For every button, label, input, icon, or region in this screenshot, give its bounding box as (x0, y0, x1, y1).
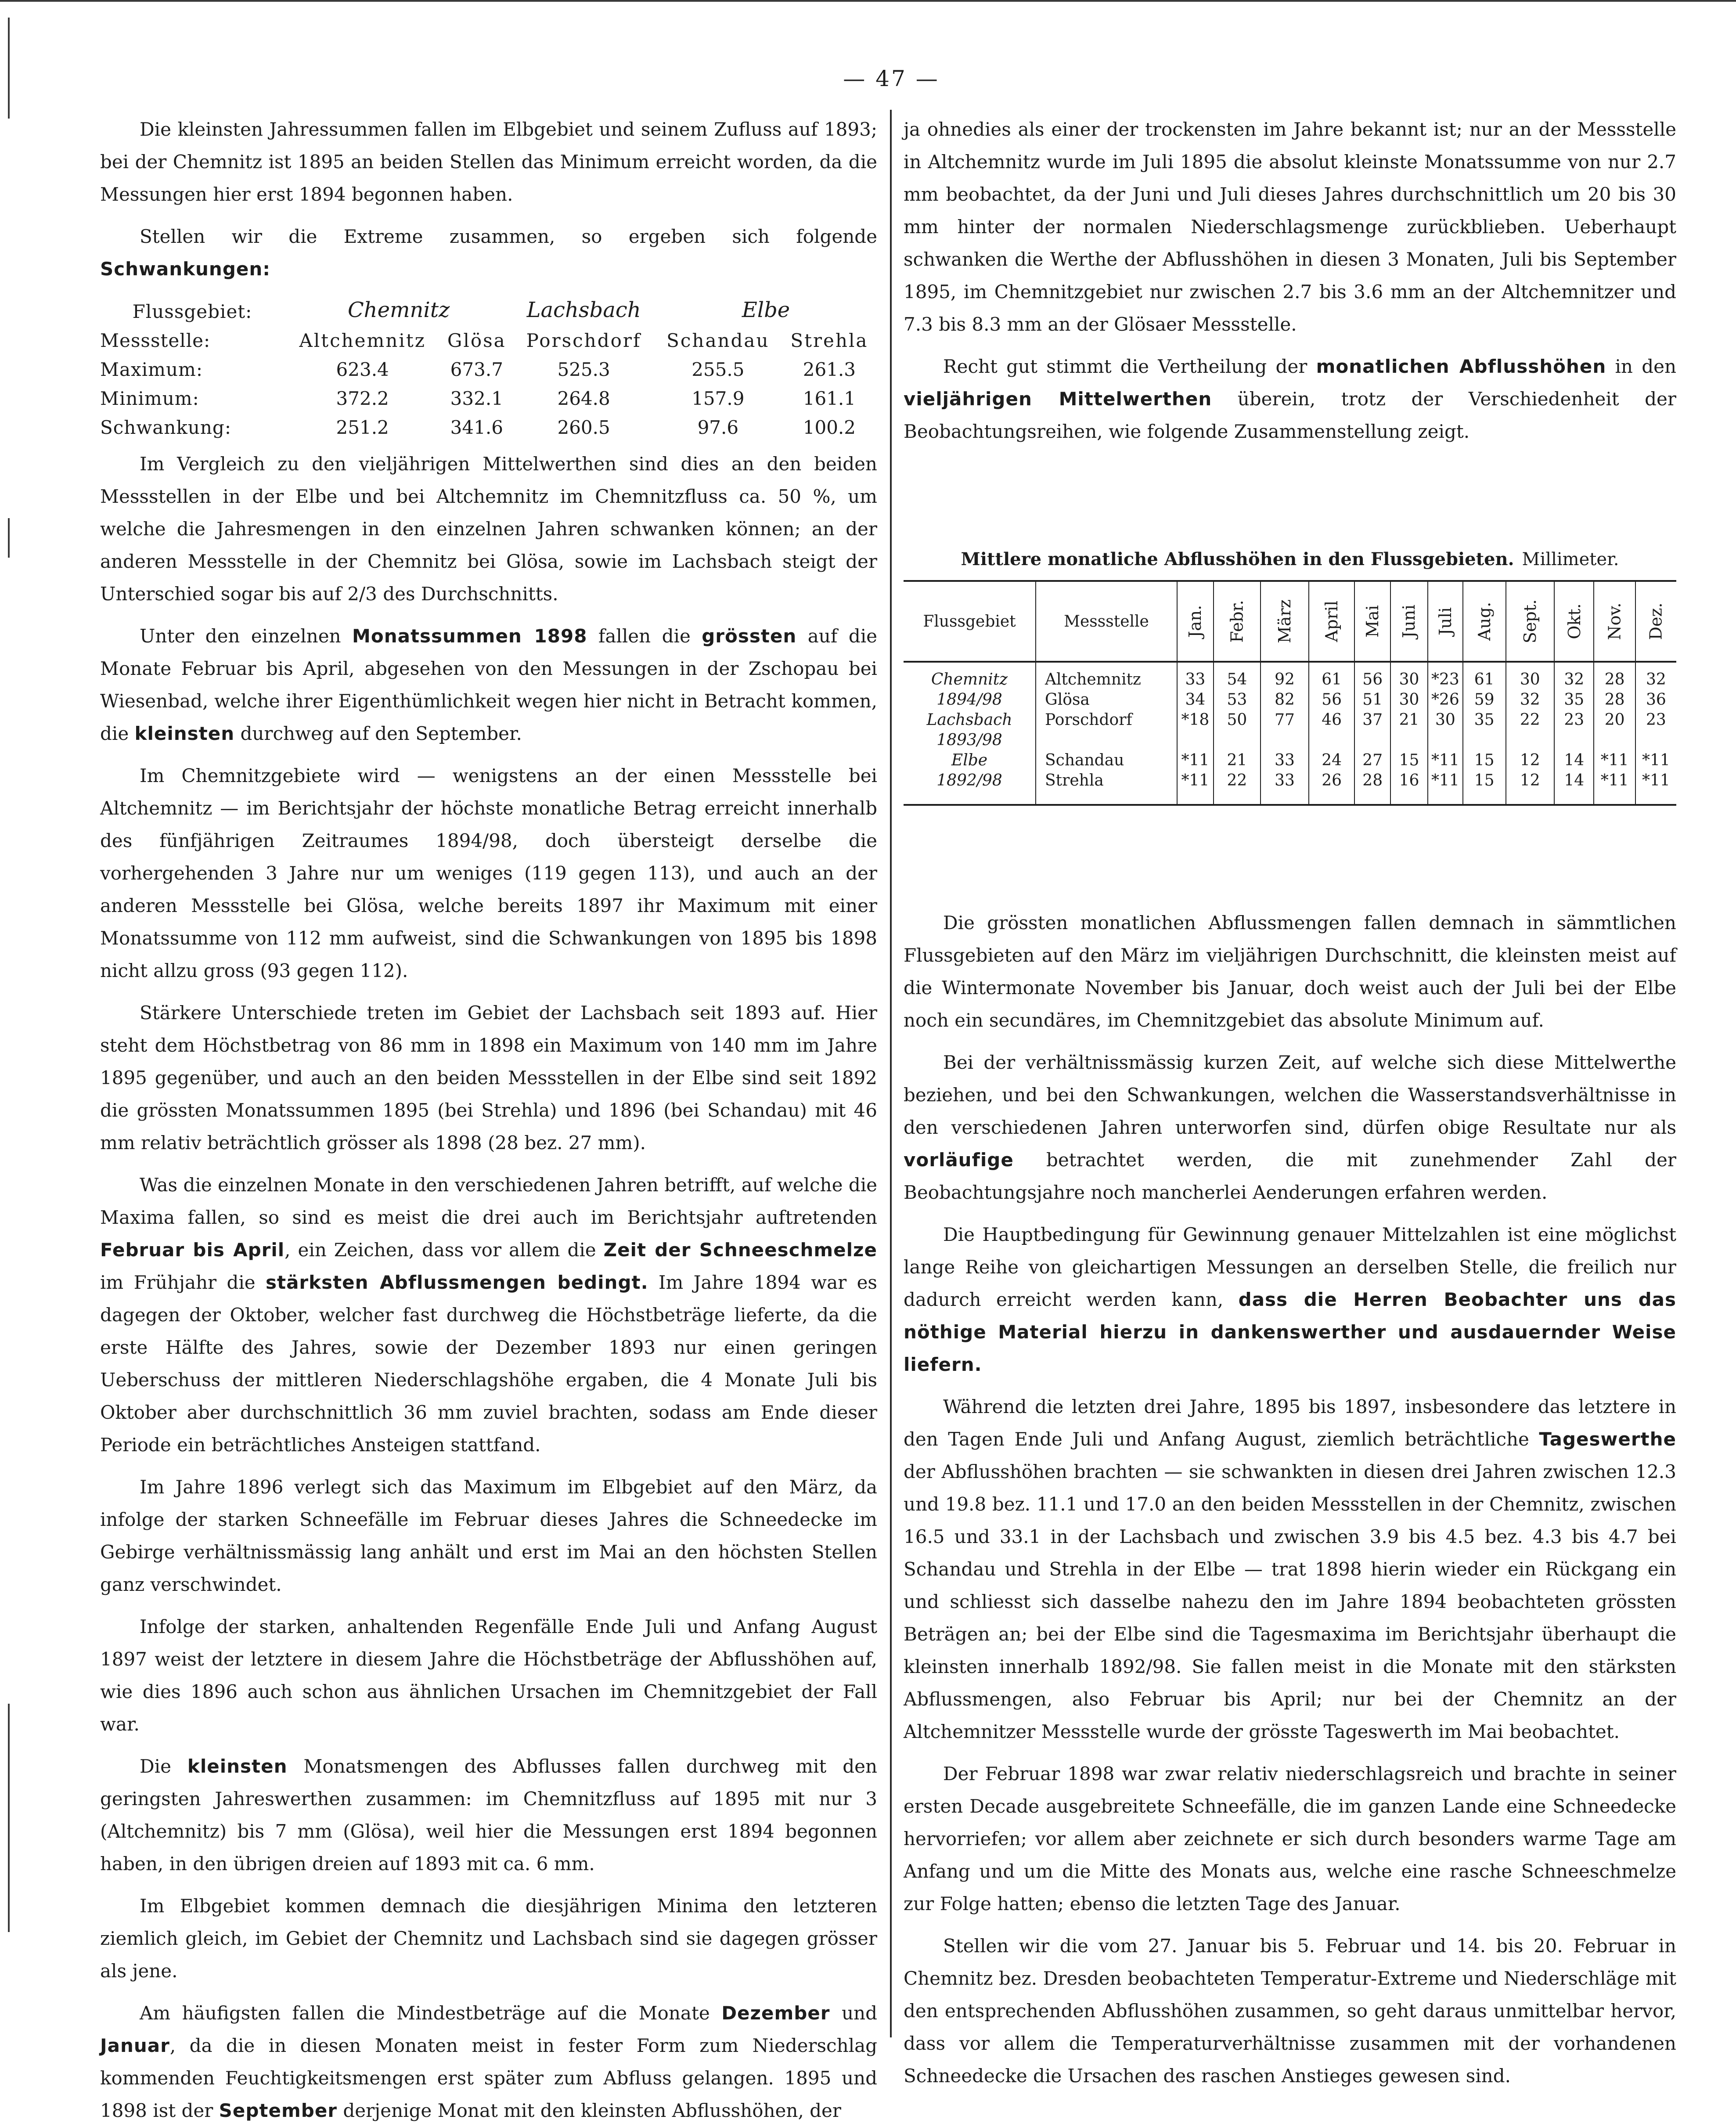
bold-text: Monatssummen 1898 (352, 625, 587, 647)
table-cell: 23 (1554, 710, 1594, 730)
table-row (904, 710, 1676, 730)
paragraph: Stellen wir die vom 27. Januar bis 5. Februar und 14. bis 20. Februar in Chemnitz bez. Dresden beobachteten Temperatur-Extreme und Niederschläge mit den entsprechenden Abflusshöhen zusammen, so geht daraus unmittelbar hervor, dass vor allem die Temperaturverhältnisse zusammen mit der vorhandenen Schneedecke die Ursachen des raschen Anstieges gewesen sind. (904, 1935, 1676, 2087)
text: derjenige Monat mit den kleinsten Abflusshöhen, der (337, 2100, 841, 2121)
table-cell (1261, 730, 1309, 750)
river-cell: Lachsbach (926, 711, 1012, 729)
text: im Frühjahr die (100, 1272, 266, 1293)
month-header (1309, 581, 1354, 662)
bold-text: grössten (702, 625, 797, 647)
table-cell: 14 (1554, 750, 1594, 771)
river-cell: 1893/98 (936, 731, 1002, 749)
text: und (830, 2002, 877, 2024)
paragraph: Im Vergleich zu den vieljährigen Mittelwerthen sind dies an den beiden Messstellen in der Elbe und bei Altchemnitz im Chemnitzfluss ca. 50 %, um welche die Jahresmengen in den einzelnen Jahren schwanken können; an der anderen Messstelle in der Chemnitz bei Glösa, sowie im Lachsbach steigt der Unterschied sogar bis auf 2/3 des Durchschnitts. (100, 453, 877, 605)
month-label: Jan. (1185, 605, 1205, 638)
table-cell: 261.3 (803, 359, 856, 380)
table-cell: 30 (1390, 662, 1428, 690)
text: , ein Zeichen, dass vor allem die (285, 1239, 604, 1261)
text: Die Hauptbedingung für Gewinnung genauer Mittelzahlen ist eine möglichst lange Reihe von gleichartigen Messungen an derselben Stelle, die freilich nur dadurch erreicht werden kann, (904, 1224, 1676, 1310)
table-cell: 341.6 (450, 417, 503, 438)
month-header (1428, 581, 1463, 662)
left-edge-mark (8, 518, 10, 558)
bold-text: kleinsten (134, 723, 235, 744)
table-header-row (904, 581, 1676, 662)
table-cell: 12 (1506, 750, 1555, 771)
text: Im Jahre 1894 war es dagegen der Oktober, welcher fast durchweg die Höchstbeträge lieferte, da die erste Hälfte des Jahres, sowie der Dezember 1893 nur einen geringen Ueberschuss der mittleren Niederschlagshöhe ergaben, die 4 Monate Juli bis Oktober aber durchschnittlich 36 mm zuviel brachten, sodass am Ende dieser Periode ein beträchtliches Ansteigen stattfand. (100, 1272, 877, 1456)
text: Monatsmengen des Abflusses fallen durchweg mit den geringsten Jahreswerthen zusammen: im Chemnitzfluss auf 1895 mit nur 3 (Altchemnitz) bis 7 mm (Glösa), weil hier die Messungen erst 1894 begonnen haben, in den übrigen dreien auf 1893 mit ca. 6 mm. (100, 1756, 877, 1875)
river-name: Chemnitz (347, 298, 450, 322)
month-label: Juli (1435, 607, 1455, 636)
paragraph (100, 1750, 877, 1880)
table-cell: 26 (1309, 771, 1354, 805)
paragraph (904, 1219, 1676, 1381)
station-cell: Glösa (1036, 690, 1177, 710)
station-cell (1036, 730, 1177, 750)
table-row (904, 771, 1676, 805)
table-row (100, 351, 877, 380)
table-cell: *11 (1428, 750, 1463, 771)
table-cell: 15 (1463, 750, 1506, 771)
bold-text: Dezember (721, 2002, 830, 2024)
text: , da die in diesen Monaten meist in fester Form zum Niederschlag kommenden Feuchtigkeitsmengen erst später zum Abfluss gelangen. 1895 und 1898 ist der (100, 2035, 877, 2121)
table-cell: *11 (1635, 750, 1676, 771)
table-cell: 97.6 (697, 417, 739, 438)
row-label: Minimum: (100, 388, 199, 409)
extremes-table (100, 293, 877, 438)
monthly-runoff-table (904, 580, 1676, 806)
river-name: Elbe (742, 298, 790, 322)
bold-text: Januar (100, 2035, 170, 2056)
column-header: Flussgebiet (904, 581, 1036, 662)
row-label: Schwankung: (100, 417, 231, 438)
table-cell: *11 (1177, 750, 1214, 771)
table-cell: *18 (1177, 710, 1214, 730)
text: in den (1606, 356, 1676, 377)
table-cell: 20 (1594, 710, 1635, 730)
table-cell (1463, 730, 1506, 750)
top-edge-rule (0, 0, 1736, 2)
table-cell: 21 (1390, 710, 1428, 730)
text: der Abflusshöhen brachten — sie schwankten in diesen drei Jahren zwischen 12.3 und 19.8 bez. 11.1 und 17.0 an den beiden Messstellen in der Chemnitz, zwischen 16.5 und 33.1 in der Lachsbach und zwischen 3.9 bis 4.5 bez. 4.3 bis 4.7 bei Schandau und Strehla in der Elbe — trat 1898 hierin wieder ein Rückgang ein und schliesst sich dasselbe nahezu den im Jahre 1894 beobachteten grössten Beträgen an; bei der Elbe sind die Tagesmaxima im Berichtsjahr überhaupt die kleinsten innerhalb 1892/98. Sie fallen meist in die Monate mit den stärksten Abflussmengen, also Februar bis April; nur bei der Chemnitz an der Altchemnitzer Messstelle wurde der grösste Tageswerth im Mai beobachtet. (904, 1461, 1676, 1742)
table-cell: 51 (1354, 690, 1390, 710)
month-label: März (1275, 599, 1295, 643)
station-cell: Strehla (1036, 771, 1177, 805)
table-cell: 15 (1390, 750, 1428, 771)
month-label: Aug. (1474, 602, 1494, 641)
table-cell: 82 (1261, 690, 1309, 710)
table-cell: 77 (1261, 710, 1309, 730)
table-cell: 12 (1506, 771, 1555, 805)
table-cell: 61 (1463, 662, 1506, 690)
table-cell: *26 (1428, 690, 1463, 710)
text: Die (140, 1756, 187, 1777)
river-cell: Elbe (951, 751, 988, 769)
month-header (1463, 581, 1506, 662)
paragraph (100, 1997, 877, 2127)
month-label: Dez. (1646, 602, 1666, 640)
paragraph: Der Februar 1898 war zwar relativ niederschlagsreich und brachte in seiner ersten Decade ausgebreitete Schneefälle, die im ganzen Lande eine Schneedecke hervorriefen; vor allem aber zeichnete er sich durch besonders warme Tage am Anfang und um die Mitte des Monats aus, welche eine rasche Schneeschmelze zur Folge hatten; ebenso die letzten Tage des Januar. (904, 1763, 1676, 1914)
paragraph: ja ohnedies als einer der trockensten im Jahre bekannt ist; nur an der Messstelle in Altchemnitz wurde im Juli 1895 die absolut kleinste Monatssumme von nur 2.7 mm beobachtet, da der Juni und Juli dieses Jahres durchschnittlich um 20 bis 30 mm hinter der normalen Niederschlagsmenge zurückblieben. Ueberhaupt schwanken die Werthe der Abflusshöhen in diesen 3 Monaten, Juli bis September 1895, im Chemnitzgebiet nur zwischen 2.7 bis 3.6 mm an der Altchemnitzer und 7.3 bis 8.3 mm an der Glösaer Messstelle. (904, 119, 1676, 335)
station-cell: Schandau (1036, 750, 1177, 771)
table-cell (1390, 730, 1428, 750)
left-edge-mark (8, 18, 10, 119)
table-cell: 22 (1214, 771, 1261, 805)
table-cell: 53 (1214, 690, 1261, 710)
table-cell: 35 (1463, 710, 1506, 730)
table-cell (1214, 730, 1261, 750)
bold-text: September (219, 2100, 338, 2121)
table-cell: 33 (1261, 771, 1309, 805)
table-row (100, 409, 877, 438)
paragraph: Stärkere Unterschiede treten im Gebiet der Lachsbach seit 1893 auf. Hier steht dem Höchstbetrag von 86 mm in 1898 ein Maximum von 140 mm im Jahre 1895 gegenüber, und auch an den beiden Messstellen in der Elbe sind seit 1892 die grössten Monatssummen 1895 (bei Strehla) und 1896 (bei Schandau) mit 46 mm relativ beträchtlich grösser als 1898 (28 bez. 27 mm). (100, 1002, 877, 1154)
text: durchweg auf den September. (234, 723, 522, 744)
bold-text: vieljährigen Mittelwerthen (904, 388, 1212, 410)
table-cell: 56 (1354, 662, 1390, 690)
table-row (904, 730, 1676, 750)
text: fallen die (587, 625, 702, 647)
paragraph: Infolge der starken, anhaltenden Regenfälle Ende Juli und Anfang August 1897 weist der letztere in diesem Jahre die Höchstbeträge der Abflusshöhen auf, wie dies 1896 auch schon aus ähnlichen Ursachen im Chemnitzgebiet der Fall war. (100, 1616, 877, 1735)
table-cell (1554, 730, 1594, 750)
table-cell: 35 (1554, 690, 1594, 710)
month-label: April (1322, 600, 1342, 642)
table-cell: 264.8 (557, 388, 610, 409)
table-cell: 21 (1214, 750, 1261, 771)
table-cell: 50 (1214, 710, 1261, 730)
table-cell: 623.4 (336, 359, 389, 380)
month-header (1390, 581, 1428, 662)
table-cell: 30 (1390, 690, 1428, 710)
table-cell: 525.3 (557, 359, 610, 380)
table-cell: 32 (1554, 662, 1594, 690)
table-cell: 33 (1261, 750, 1309, 771)
paragraph (100, 220, 877, 285)
table-cell: *11 (1594, 750, 1635, 771)
table-cell (1177, 730, 1214, 750)
table-cell: *23 (1428, 662, 1463, 690)
text: Am häufigsten fallen die Mindestbeträge auf die Monate (140, 2002, 722, 2024)
left-edge-mark (8, 1704, 10, 1932)
river-name: Lachsbach (526, 298, 641, 322)
river-cell: Chemnitz (931, 671, 1008, 689)
table-cell (1309, 730, 1354, 750)
table-cell: 32 (1506, 690, 1555, 710)
table-cell (1594, 730, 1635, 750)
bold-text: dass die Herren Beobachter uns das nöthige Material hierzu in dankenswerther und ausdauernder Weise liefern. (904, 1289, 1676, 1375)
table-cell: *11 (1177, 771, 1214, 805)
month-header (1635, 581, 1676, 662)
month-label: Juni (1399, 604, 1419, 638)
table-cell (1428, 730, 1463, 750)
month-label: Mai (1363, 605, 1383, 638)
table-cell: *11 (1635, 771, 1676, 805)
river-cell: 1892/98 (936, 771, 1002, 790)
text: Bei der verhältnissmässig kurzen Zeit, auf welche sich diese Mittelwerthe beziehen, und bei den Schwankungen, welchen die Wasserstandsverhältnisse in den verschiedenen Jahren unterworfen sind, dürfen obige Resultate nur als (904, 1052, 1676, 1138)
paragraph: Im Jahre 1896 verlegt sich das Maximum im Elbgebiet auf den März, da infolge der starken Schneefälle im Februar dieses Jahres die Schneedecke im Gebirge verhältnissmässig lang anhält und erst im Mai an den höchsten Stellen ganz verschwindet. (100, 1476, 877, 1595)
text: Während die letzten drei Jahre, 1895 bis 1897, insbesondere das letztere in den Tagen Ende Juli und Anfang August, ziemlich beträchtliche (904, 1396, 1676, 1450)
column-divider (890, 110, 892, 2037)
text: Stellen wir die Extreme zusammen, so ergeben sich folgende (140, 226, 877, 247)
table-row (100, 293, 877, 322)
table-cell: 260.5 (557, 417, 610, 438)
right-column (904, 113, 1676, 2092)
table-cell: 22 (1506, 710, 1555, 730)
month-header (1594, 581, 1635, 662)
paragraph: Im Elbgebiet kommen demnach die diesjährigen Minima den letzteren ziemlich gleich, im Gebiet der Chemnitz und Lachsbach sind sie dagegen grösser als jene. (100, 1895, 877, 1982)
bold-text: Schwankungen: (100, 258, 271, 280)
month-label: Okt. (1564, 603, 1584, 639)
table-cell: 161.1 (803, 388, 856, 409)
paragraph (100, 620, 877, 750)
table-caption (904, 549, 1676, 570)
table-cell: 16 (1390, 771, 1428, 805)
month-header (1177, 581, 1214, 662)
table-cell: *11 (1428, 771, 1463, 805)
table-cell: *11 (1594, 771, 1635, 805)
table-cell: 15 (1463, 771, 1506, 805)
table-cell: 30 (1428, 710, 1463, 730)
row-label: Flussgebiet: (132, 301, 252, 322)
text: Was die einzelnen Monate in den verschiedenen Jahren betrifft, auf welche die Maxima fallen, so sind es meist die drei auch im Berichtsjahr auftretenden (100, 1174, 877, 1228)
table-body (904, 662, 1676, 805)
bold-text: Tageswerthe (1539, 1428, 1676, 1450)
month-label: Sept. (1520, 599, 1540, 644)
left-column (100, 113, 877, 2127)
caption-unit: Millimeter. (1522, 549, 1619, 570)
table-cell: 157.9 (692, 388, 745, 409)
paragraph (100, 1169, 877, 1461)
table-cell: 673.7 (450, 359, 503, 380)
table-cell: 34 (1177, 690, 1214, 710)
table-cell: 59 (1463, 690, 1506, 710)
table-cell: 28 (1594, 690, 1635, 710)
month-header (1554, 581, 1594, 662)
paragraph (904, 1046, 1676, 1209)
table-row (904, 690, 1676, 710)
station-name: Strehla (790, 330, 868, 351)
station-cell: Altchemnitz (1036, 662, 1177, 690)
month-header (1261, 581, 1309, 662)
table-cell: 36 (1635, 690, 1676, 710)
text: auf die Monate Februar bis April, abgesehen von den Messungen in der Zschopau bei Wiesenbad, welche ihrer Eigenthümlichkeit wegen hier nicht in Betracht kommen, die (100, 625, 877, 744)
table-cell: 32 (1635, 662, 1676, 690)
table-cell: 332.1 (450, 388, 503, 409)
station-name: Altchemnitz (299, 330, 426, 351)
bold-text: vorläufige (904, 1149, 1014, 1171)
text: betrachtet werden, die mit zunehmender Zahl der Beobachtungsjahre noch mancherlei Aenderungen erfahren werden. (904, 1149, 1676, 1203)
table-cell: 251.2 (336, 417, 389, 438)
table-row (904, 750, 1676, 771)
table-cell: 255.5 (692, 359, 745, 380)
table-row (904, 662, 1676, 690)
table-cell: 61 (1309, 662, 1354, 690)
table-cell: 28 (1594, 662, 1635, 690)
river-cell: 1894/98 (936, 691, 1002, 709)
paragraph: Die kleinsten Jahressummen fallen im Elbgebiet und seinem Zufluss auf 1893; bei der Chemnitz ist 1895 an beiden Stellen das Minimum erreicht worden, da die Messungen hier erst 1894 begonnen haben. (100, 119, 877, 205)
month-header (1354, 581, 1390, 662)
table-cell: 46 (1309, 710, 1354, 730)
month-header (1214, 581, 1261, 662)
column-header: Messstelle (1036, 581, 1177, 662)
table-cell: 24 (1309, 750, 1354, 771)
monthly-table-wrapper (904, 580, 1676, 806)
paragraph: Im Chemnitzgebiete wird — wenigstens an der einen Messstelle bei Altchemnitz — im Berichtsjahr der höchste monatliche Betrag erreicht innerhalb des fünfjährigen Zeitraumes 1894/98, doch übersteigt derselbe die vorhergehenden 3 Jahre nur um weniges (119 gegen 113), und auch an der anderen Messstelle bei Glösa, welche bereits 1897 ihr Maximum mit einer Monatssumme von 112 mm aufweist, sind die Schwankungen von 1895 bis 1898 nicht allzu gross (93 gegen 112). (100, 765, 877, 981)
month-label: Febr. (1227, 600, 1247, 643)
station-cell: Porschdorf (1036, 710, 1177, 730)
caption-title: Mittlere monatliche Abflusshöhen in den Flussgebieten. (961, 549, 1514, 570)
month-header (1506, 581, 1555, 662)
table-row (100, 322, 877, 351)
table-cell: 372.2 (336, 388, 389, 409)
table-cell: 56 (1309, 690, 1354, 710)
text: Unter den einzelnen (140, 625, 353, 647)
page-number: — 47 — (843, 66, 940, 91)
row-label: Messstelle: (100, 330, 211, 351)
bold-text: kleinsten (187, 1756, 288, 1777)
table-cell: 54 (1214, 662, 1261, 690)
station-name: Glösa (447, 330, 506, 351)
table-cell (1506, 730, 1555, 750)
table-cell: 27 (1354, 750, 1390, 771)
paragraph: Die grössten monatlichen Abflussmengen fallen demnach in sämmtlichen Flussgebieten auf den März im vieljährigen Durchschnitt, die kleinsten meist auf die Wintermonate November bis Januar, doch weist auch der Juli bei der Elbe noch ein secundäres, im Chemnitzgebiet das absolute Minimum auf. (904, 912, 1676, 1031)
bold-text: Februar bis April (100, 1239, 285, 1261)
station-name: Porschdorf (526, 330, 641, 351)
table-cell (1635, 730, 1676, 750)
table-cell: 92 (1261, 662, 1309, 690)
table-cell: 23 (1635, 710, 1676, 730)
paragraph (904, 350, 1676, 448)
table-cell: 30 (1506, 662, 1555, 690)
row-label: Maximum: (100, 359, 203, 380)
month-label: Nov. (1605, 602, 1624, 640)
bold-text: stärksten Abflussmengen bedingt. (266, 1272, 648, 1293)
table-cell: 14 (1554, 771, 1594, 805)
table-cell (1354, 730, 1390, 750)
text: Recht gut stimmt die Vertheilung der (943, 356, 1316, 377)
table-cell: 33 (1177, 662, 1214, 690)
bold-text: Zeit der Schneeschmelze (603, 1239, 877, 1261)
text: überein, trotz der Verschiedenheit der Beobachtungsreihen, wie folgende Zusammenstellung zeigt. (904, 388, 1676, 442)
table-cell: 100.2 (803, 417, 856, 438)
table-cell: 37 (1354, 710, 1390, 730)
paragraph (904, 1391, 1676, 1748)
table-cell: 28 (1354, 771, 1390, 805)
bold-text: monatlichen Abflusshöhen (1316, 356, 1606, 377)
station-name: Schandau (666, 330, 770, 351)
table-row (100, 380, 877, 409)
